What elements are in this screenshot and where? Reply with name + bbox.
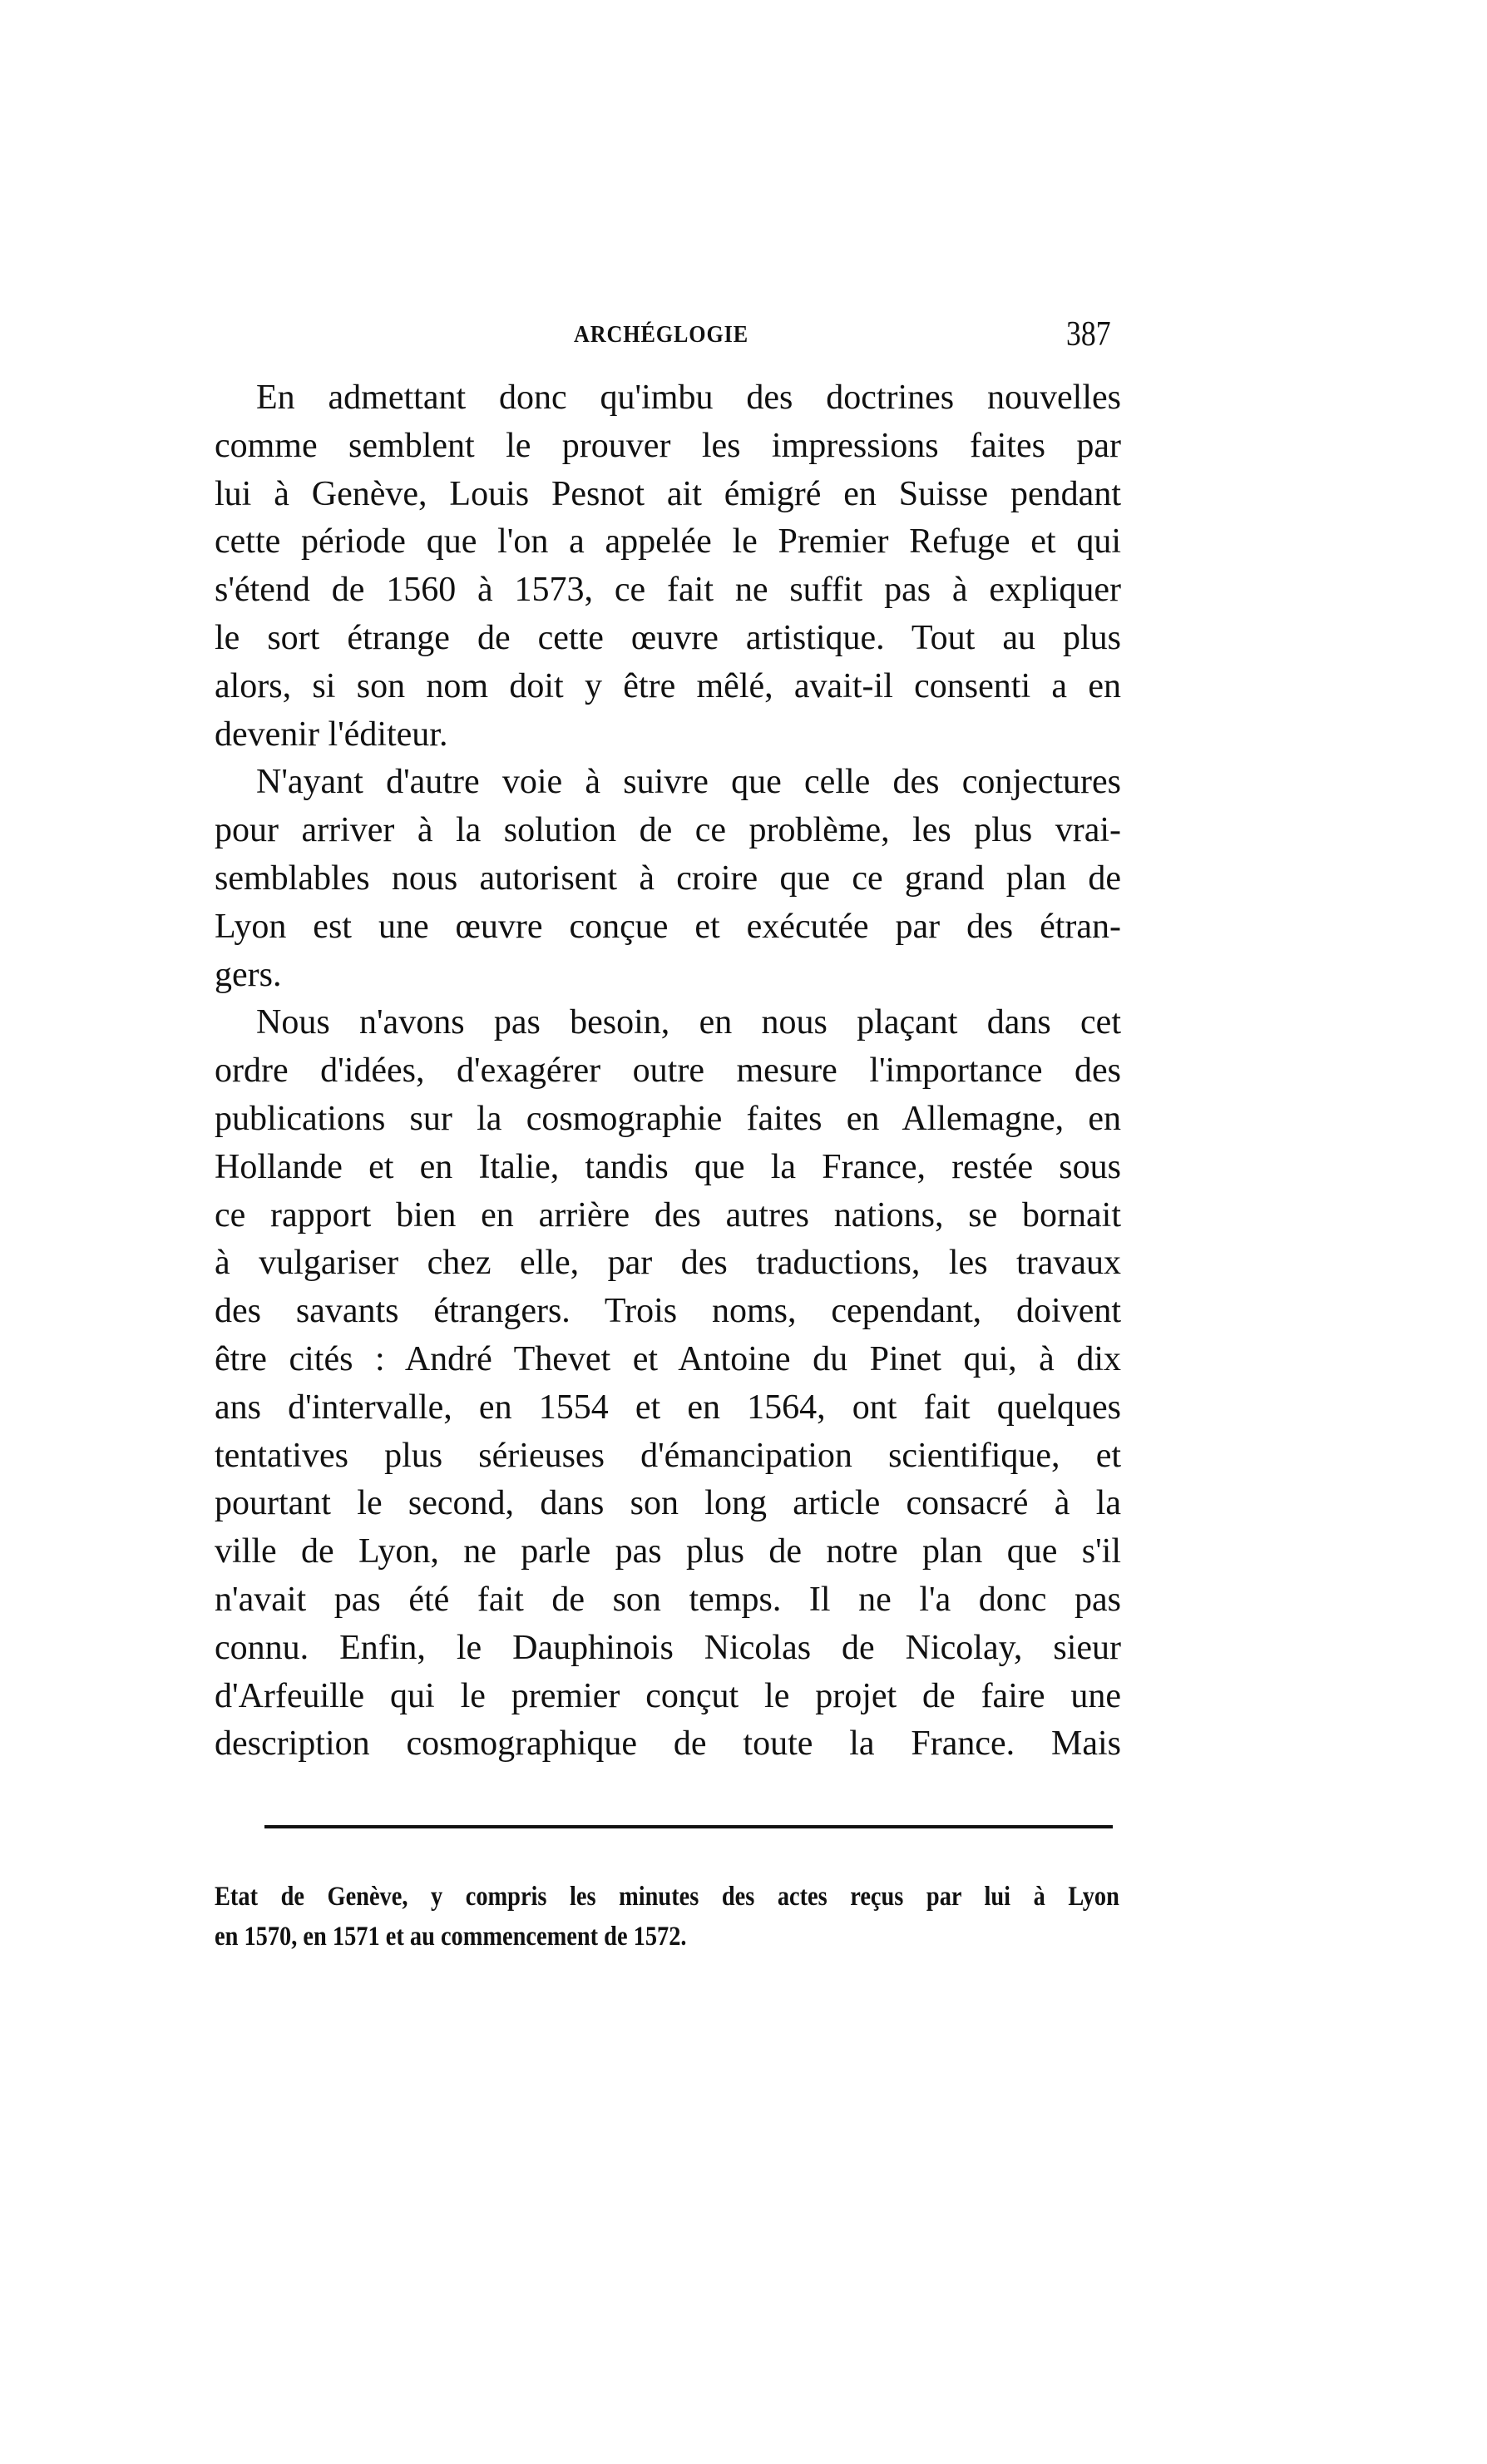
text-line <box>215 615 1121 663</box>
text-line <box>215 1720 1121 1769</box>
text-line <box>215 423 1121 471</box>
text-line <box>215 1047 1121 1096</box>
text-line <box>215 1192 1121 1240</box>
footnote <box>215 1877 1119 1957</box>
text-line <box>215 374 1121 423</box>
page-number: 387 <box>1066 315 1111 354</box>
text-line <box>215 1528 1121 1576</box>
text-line-content: tentatives plus sérieuses d'émancipation scientifique, et <box>215 1436 1121 1475</box>
text-line <box>215 1625 1121 1673</box>
text-line <box>215 518 1121 567</box>
text-line <box>215 1288 1121 1336</box>
text-line-content: d'Arfeuille qui le premier conçut le projet de faire une <box>215 1676 1121 1715</box>
text-line-content: cette période que l'on a appelée le Premier Refuge et qui <box>215 522 1121 562</box>
text-line <box>215 1384 1121 1432</box>
text-line <box>215 567 1121 615</box>
text-line-content: être cités : André Thevet et Antoine du Pinet qui, à dix <box>215 1339 1121 1378</box>
text-line-content: à vulgariser chez elle, par des traductions, les travaux <box>215 1244 1121 1283</box>
text-line <box>215 855 1121 903</box>
text-line-content: lui à Genève, Louis Pesnot ait émigré en Suisse pendant <box>215 474 1121 513</box>
text-line-content: Hollande et en Italie, tandis que la France, restée sous <box>215 1147 1121 1186</box>
footnote-separator <box>264 1825 1113 1828</box>
text-line-content: description cosmographique de toute la France. Mais <box>215 1724 1121 1764</box>
running-header-title: ARCHÉGLOGIE <box>574 321 749 348</box>
text-line-content: N'ayant d'autre voie à suivre que celle des conjectures <box>256 763 1121 802</box>
text-line <box>215 1877 1119 1917</box>
text-line <box>215 1144 1121 1192</box>
text-line <box>215 1336 1121 1384</box>
text-line <box>215 1239 1121 1288</box>
text-line-content: n'avait pas été fait de son temps. Il ne l'a donc pas <box>215 1580 1121 1619</box>
text-line <box>215 471 1121 519</box>
text-line-content: En admettant donc qu'imbu des doctrines nouvelles <box>256 379 1121 417</box>
text-line-content: pour arriver à la solution de ce problème, les plus vrai- <box>215 811 1121 850</box>
text-line <box>215 759 1121 807</box>
text-line-content: gers. <box>215 955 282 994</box>
text-line-content: ordre d'idées, d'exagérer outre mesure l'importance des <box>215 1051 1121 1091</box>
text-line-content: alors, si son nom doit y être mêlé, avait-il consenti a en <box>215 666 1121 705</box>
text-line-content: Nous n'avons pas besoin, en nous plaçant dans cet <box>256 1003 1121 1042</box>
text-line-content: connu. Enfin, le Dauphinois Nicolas de Nicolay, sieur <box>215 1628 1121 1667</box>
text-line <box>215 663 1121 711</box>
text-line-content: devenir l'éditeur. <box>215 715 448 754</box>
text-line <box>215 807 1121 855</box>
text-line-content: ce rapport bien en arrière des autres nations, se bornait <box>215 1195 1121 1234</box>
text-line-content: en 1570, en 1571 et au commencement de 1572. <box>215 1922 687 1952</box>
text-line-content: ans d'intervalle, en 1554 et en 1564, ont fait quelques <box>215 1388 1121 1427</box>
text-line-content: semblables nous autorisent à croire que ce grand plan de <box>215 858 1121 898</box>
text-line-content: Lyon est une œuvre conçue et exécutée par des étran- <box>215 907 1121 946</box>
text-line <box>215 1917 993 1957</box>
text-line-content: publications sur la cosmographie faites en Allemagne, en <box>215 1099 1121 1138</box>
text-line-content: des savants étrangers. Trois noms, cependant, doivent <box>215 1292 1121 1331</box>
body-text <box>215 374 1121 1769</box>
text-line-content: comme semblent le prouver les impressions faites par <box>215 426 1121 465</box>
text-line <box>215 999 1121 1047</box>
text-line <box>215 952 1121 1000</box>
text-line-content: pourtant le second, dans son long article consacré à la <box>215 1484 1121 1523</box>
text-line-content: ville de Lyon, ne parle pas plus de notre plan que s'il <box>215 1532 1121 1571</box>
text-line <box>215 1432 1121 1481</box>
text-line-content: le sort étrange de cette œuvre artistique. Tout au plus <box>215 618 1121 657</box>
text-line-content: s'étend de 1560 à 1573, ce fait ne suffit pas à expliquer <box>215 571 1121 610</box>
text-line <box>215 903 1121 952</box>
text-line <box>215 1480 1121 1528</box>
text-line <box>215 1096 1121 1144</box>
text-line <box>215 711 1121 759</box>
text-line-content: Etat de Genève, y compris les minutes des actes reçus par lui à Lyon <box>215 1882 1119 1912</box>
text-line <box>215 1576 1121 1625</box>
text-line <box>215 1673 1121 1721</box>
